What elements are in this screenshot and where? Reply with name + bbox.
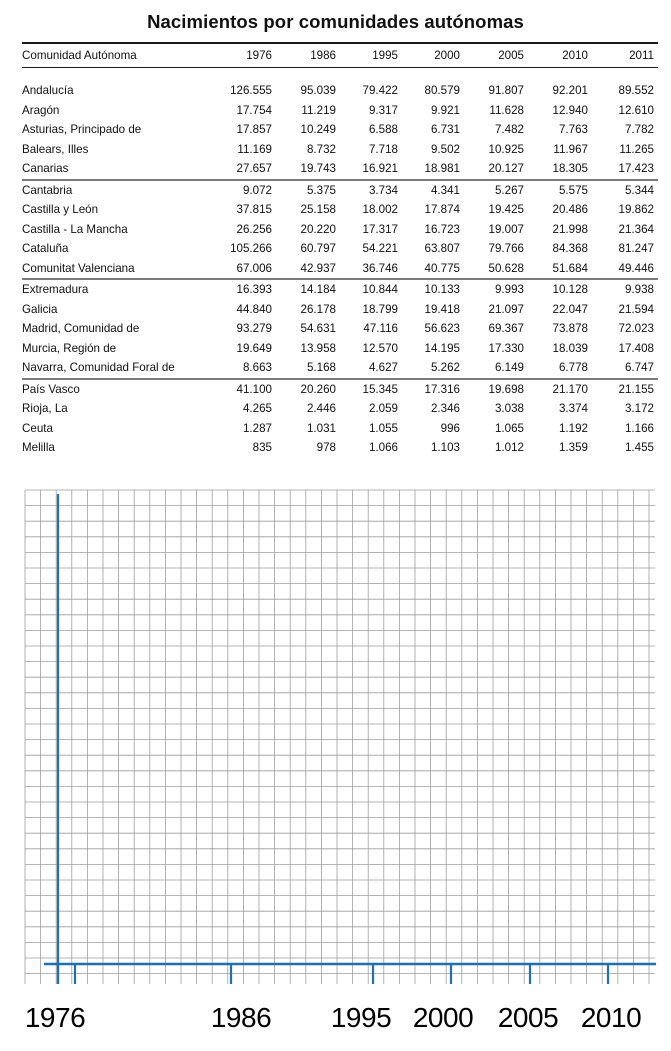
births-value-cell: 8.732: [306, 142, 336, 156]
births-value-cell: 49.446: [592, 259, 658, 280]
births-value-cell: 14.184: [300, 283, 336, 297]
births-value-cell: 67.006: [214, 259, 276, 280]
births-value-cell: 25.158: [300, 203, 336, 217]
births-value-cell: 21.097: [488, 302, 524, 316]
births-value-cell: 18.305: [528, 159, 592, 180]
births-value-cell: 40.775: [402, 259, 464, 280]
year-label: 2005: [497, 1002, 559, 1033]
births-value-cell: 92.201: [552, 84, 588, 98]
col-header: 1995: [372, 49, 398, 62]
births-value-cell: 5.344: [624, 183, 654, 197]
births-value-cell: 9.502: [430, 142, 460, 156]
births-value-cell: 15.345: [362, 382, 398, 396]
births-value-cell: 9.072: [242, 183, 272, 197]
graph-paper-grid: [0, 478, 671, 998]
births-value-cell: 6.778: [528, 358, 592, 379]
births-value-cell: 1.103: [430, 441, 460, 455]
births-value-cell: 18.981: [402, 159, 464, 180]
births-value-cell: 996: [440, 421, 460, 435]
births-value-cell: 18.039: [552, 341, 588, 355]
births-value-cell: 21.364: [618, 222, 654, 236]
births-value-cell: 54.221: [362, 242, 398, 256]
births-value-cell: 5.267: [494, 183, 524, 197]
births-value-cell: 72.023: [618, 322, 654, 336]
births-value-cell: 1.287: [242, 421, 272, 435]
table-row: [22, 419, 658, 439]
births-value-cell: 1.012: [494, 441, 524, 455]
births-value-cell: 5.262: [402, 358, 464, 379]
births-value-cell: 21.155: [618, 382, 654, 396]
births-value-cell: 4.627: [340, 358, 402, 379]
births-table: [22, 42, 658, 458]
year-axis-labels: [0, 1002, 671, 1042]
births-value-cell: 10.249: [300, 123, 336, 137]
births-value-cell: 9.993: [494, 283, 524, 297]
births-value-cell: 42.937: [276, 259, 340, 280]
births-value-cell: 6.747: [592, 358, 658, 379]
births-value-cell: 835: [252, 441, 272, 455]
region-name-cell: Melilla: [22, 441, 55, 455]
births-value-cell: 22.047: [552, 302, 588, 316]
births-value-cell: 18.799: [362, 302, 398, 316]
region-name-cell: Cataluña: [22, 242, 69, 256]
region-name-cell: Comunitat Valenciana: [22, 259, 214, 280]
births-value-cell: 95.039: [300, 84, 336, 98]
table-row: [22, 319, 658, 339]
births-value-cell: 17.408: [618, 341, 654, 355]
births-value-cell: 2.059: [368, 402, 398, 416]
table-row: [22, 259, 658, 280]
births-value-cell: 10.925: [488, 142, 524, 156]
region-name-cell: Castilla y León: [22, 203, 99, 217]
births-value-cell: 84.368: [552, 242, 588, 256]
births-value-cell: 10.133: [424, 283, 460, 297]
col-header: Comunidad Autónoma: [22, 49, 137, 62]
births-value-cell: 69.367: [488, 322, 524, 336]
births-value-cell: 26.256: [236, 222, 272, 236]
births-value-cell: 10.128: [552, 283, 588, 297]
col-header: 2005: [498, 49, 524, 62]
births-value-cell: 9.921: [430, 103, 460, 117]
births-value-cell: 16.723: [424, 222, 460, 236]
table-row: [22, 379, 658, 400]
births-value-cell: 3.734: [368, 183, 398, 197]
births-value-cell: 3.038: [494, 402, 524, 416]
births-value-cell: 4.341: [430, 183, 460, 197]
births-value-cell: 21.170: [552, 382, 588, 396]
births-value-cell: 5.168: [276, 358, 340, 379]
col-header: 2000: [434, 49, 460, 62]
births-value-cell: 37.815: [236, 203, 272, 217]
births-value-cell: 11.967: [553, 142, 588, 156]
births-value-cell: 19.698: [488, 382, 524, 396]
births-value-cell: 7.782: [624, 123, 654, 137]
births-value-cell: 1.166: [624, 421, 654, 435]
table-row: [22, 279, 658, 300]
births-value-cell: 4.265: [242, 402, 272, 416]
births-value-cell: 19.649: [236, 341, 272, 355]
births-value-cell: 17.754: [236, 103, 272, 117]
births-value-cell: 2.446: [306, 402, 336, 416]
year-label: 1995: [330, 1002, 392, 1033]
births-value-cell: 81.247: [618, 242, 654, 256]
births-value-cell: 17.423: [592, 159, 658, 180]
births-value-cell: 19.418: [424, 302, 460, 316]
births-value-cell: 20.220: [300, 222, 336, 236]
page-title: Nacimientos por comunidades autónomas: [147, 11, 524, 32]
col-header: 1976: [246, 49, 272, 62]
births-value-cell: 79.766: [488, 242, 524, 256]
year-label: 2010: [580, 1002, 642, 1033]
births-value-cell: 12.610: [618, 103, 654, 117]
table-row: [22, 358, 658, 379]
table-row: [22, 81, 658, 101]
births-value-cell: 17.857: [236, 123, 272, 137]
region-name-cell: Balears, Illes: [22, 142, 89, 156]
table-body: [22, 68, 658, 458]
births-value-cell: 6.149: [464, 358, 528, 379]
births-value-cell: 27.657: [214, 159, 276, 180]
births-value-cell: 2.346: [430, 402, 460, 416]
births-value-cell: 13.958: [300, 341, 336, 355]
births-value-cell: 19.425: [488, 203, 524, 217]
births-value-cell: 56.623: [424, 322, 460, 336]
region-name-cell: Rioja, La: [22, 402, 68, 416]
births-value-cell: 1.359: [558, 441, 588, 455]
births-value-cell: 6.731: [430, 123, 460, 137]
region-name-cell: Cantabria: [22, 183, 73, 197]
births-value-cell: 978: [316, 441, 336, 455]
births-value-cell: 1.031: [306, 421, 336, 435]
births-value-cell: 11.219: [301, 103, 336, 117]
table-row: [22, 438, 658, 458]
births-value-cell: 11.628: [489, 103, 524, 117]
region-name-cell: Aragón: [22, 103, 60, 117]
births-value-cell: 44.840: [236, 302, 272, 316]
births-value-cell: 20.486: [552, 203, 588, 217]
births-value-cell: 3.172: [624, 402, 654, 416]
region-name-cell: Navarra, Comunidad Foral de: [22, 358, 214, 379]
births-value-cell: 51.684: [528, 259, 592, 280]
table-row: [22, 101, 658, 121]
col-header: 1986: [310, 49, 336, 62]
table-row: [22, 239, 658, 259]
births-value-cell: 20.260: [300, 382, 336, 396]
table-row: [22, 220, 658, 240]
table-row: [22, 300, 658, 320]
births-value-cell: 5.375: [306, 183, 336, 197]
region-name-cell: Canarias: [22, 159, 214, 180]
births-value-cell: 21.998: [552, 222, 588, 236]
births-value-cell: 63.807: [424, 242, 460, 256]
year-label: 1986: [210, 1002, 272, 1033]
region-name-cell: Asturias, Principado de: [22, 123, 142, 137]
births-value-cell: 1.065: [494, 421, 524, 435]
births-value-cell: 11.265: [619, 142, 654, 156]
births-value-cell: 9.317: [368, 103, 398, 117]
births-value-cell: 50.628: [464, 259, 528, 280]
births-value-cell: 1.455: [624, 441, 654, 455]
births-value-cell: 7.718: [368, 142, 398, 156]
region-name-cell: País Vasco: [22, 382, 80, 396]
col-header: 2010: [562, 49, 588, 62]
births-value-cell: 21.594: [618, 302, 654, 316]
births-value-cell: 17.330: [488, 341, 524, 355]
region-name-cell: Castilla - La Mancha: [22, 222, 128, 236]
births-value-cell: 16.921: [340, 159, 402, 180]
region-name-cell: Murcia, Región de: [22, 341, 117, 355]
births-value-cell: 18.002: [362, 203, 398, 217]
births-value-cell: 19.007: [488, 222, 524, 236]
births-value-cell: 17.317: [362, 222, 398, 236]
births-value-cell: 1.055: [368, 421, 398, 435]
births-value-cell: 79.422: [362, 84, 398, 98]
births-value-cell: 7.763: [558, 123, 588, 137]
births-value-cell: 89.552: [618, 84, 654, 98]
region-name-cell: Extremadura: [22, 283, 89, 297]
region-name-cell: Ceuta: [22, 421, 53, 435]
births-value-cell: 91.807: [488, 84, 524, 98]
table-row: [22, 339, 658, 359]
births-value-cell: 9.938: [624, 283, 654, 297]
births-value-cell: 60.797: [300, 242, 336, 256]
births-value-cell: 17.874: [424, 203, 460, 217]
col-header: 2011: [629, 49, 654, 62]
table-row: [22, 180, 658, 201]
births-value-cell: 19.862: [618, 203, 654, 217]
births-value-cell: 14.195: [424, 341, 460, 355]
births-value-cell: 7.482: [494, 123, 524, 137]
births-value-cell: 17.316: [424, 382, 460, 396]
births-value-cell: 1.066: [368, 441, 398, 455]
year-label: 1976: [24, 1002, 86, 1033]
graph-paper: [0, 478, 671, 1003]
births-value-cell: 93.279: [236, 322, 272, 336]
births-value-cell: 12.940: [552, 103, 588, 117]
births-value-cell: 3.374: [558, 402, 588, 416]
births-value-cell: 19.743: [276, 159, 340, 180]
region-name-cell: Madrid, Comunidad de: [22, 322, 140, 336]
table-spacer-row: [22, 68, 658, 82]
births-value-cell: 80.579: [424, 84, 460, 98]
births-value-cell: 8.663: [214, 358, 276, 379]
births-value-cell: 73.878: [552, 322, 588, 336]
births-value-cell: 41.100: [236, 382, 272, 396]
births-value-cell: 10.844: [362, 283, 398, 297]
table-row: [22, 140, 658, 160]
births-value-cell: 36.746: [340, 259, 402, 280]
births-value-cell: 11.169: [237, 142, 272, 156]
region-name-cell: Galicia: [22, 302, 58, 316]
table-row: [22, 120, 658, 140]
births-value-cell: 54.631: [300, 322, 336, 336]
table-row: [22, 399, 658, 419]
births-value-cell: 20.127: [464, 159, 528, 180]
year-label: 2000: [412, 1002, 474, 1033]
births-value-cell: 12.570: [362, 341, 398, 355]
births-value-cell: 1.192: [558, 421, 588, 435]
births-value-cell: 47.116: [363, 322, 398, 336]
table-row: [22, 159, 658, 180]
table-header-row: [22, 43, 658, 68]
births-value-cell: 126.555: [230, 84, 272, 98]
births-value-cell: 5.575: [558, 183, 588, 197]
table-row: [22, 200, 658, 220]
births-value-cell: 16.393: [236, 283, 272, 297]
births-value-cell: 105.266: [230, 242, 272, 256]
births-value-cell: 26.178: [300, 302, 336, 316]
births-value-cell: 6.588: [368, 123, 398, 137]
region-name-cell: Andalucía: [22, 84, 74, 98]
